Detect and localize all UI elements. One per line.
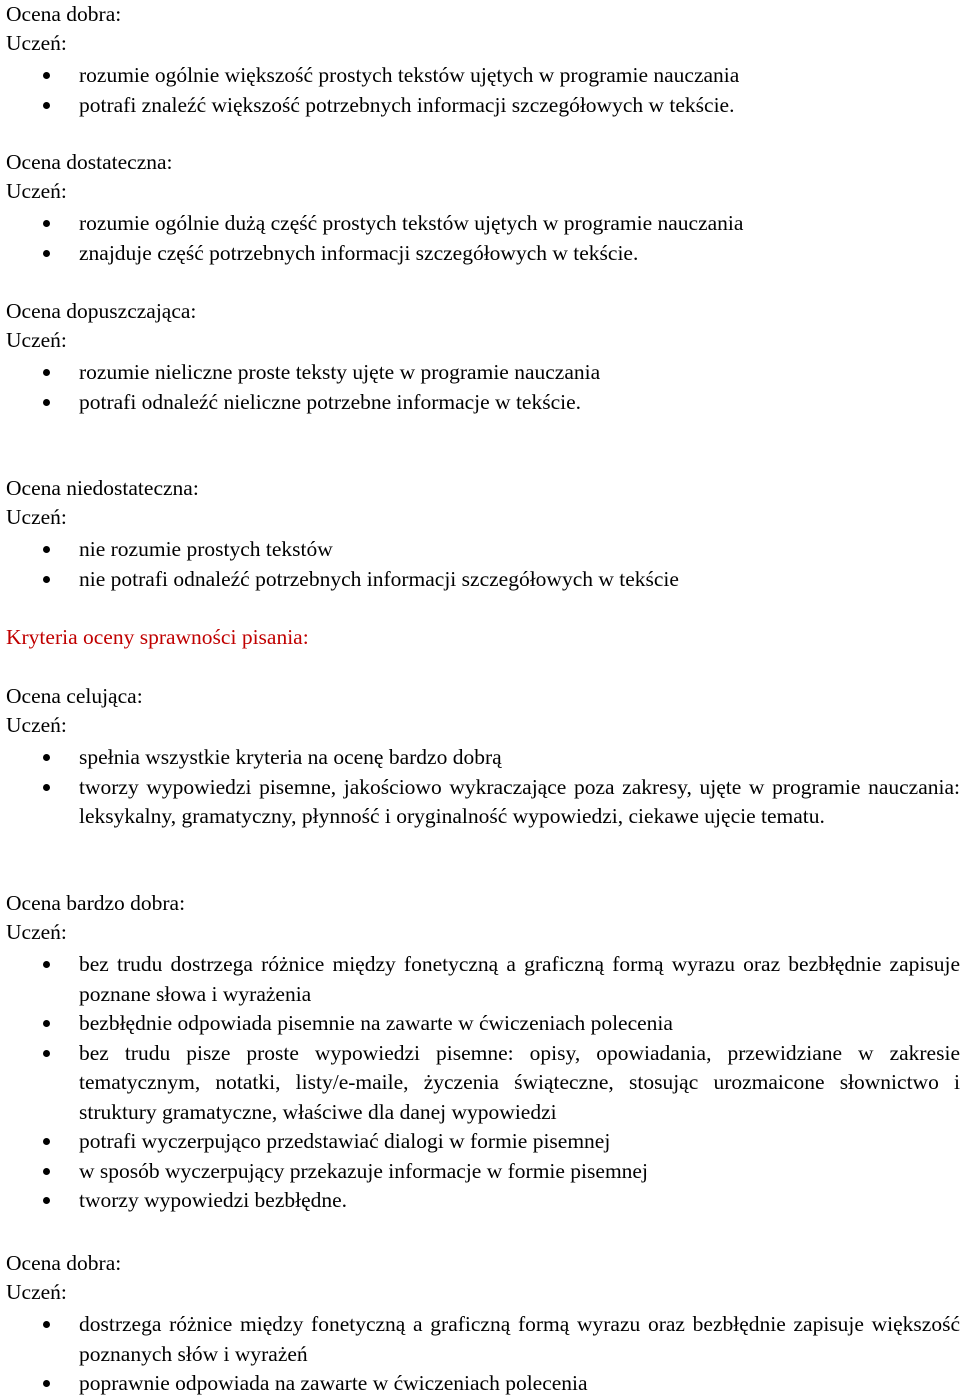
student-label: Uczeń:: [6, 31, 67, 55]
section-ocena-dobra-reading: [6, 0, 960, 120]
section-title-writing-criteria: Kryteria oceny sprawności pisania:: [6, 625, 309, 649]
student-label: Uczeń:: [6, 713, 67, 737]
grade-heading: Ocena celująca:: [6, 684, 143, 708]
list-item: poprawnie odpowiada na zawarte w ćwiczeniach polecenia: [6, 1369, 960, 1399]
criteria-list: [6, 950, 960, 1216]
student-label: Uczeń:: [6, 505, 67, 529]
student-label: Uczeń:: [6, 1280, 67, 1304]
section-ocena-dopuszczajaca: [6, 297, 960, 417]
list-item: w sposób wyczerpujący przekazuje informacje w formie pisemnej: [6, 1157, 960, 1187]
criteria-list: [6, 61, 960, 120]
list-item: rozumie ogólnie większość prostych tekstów ujętych w programie nauczania: [6, 61, 960, 91]
section-ocena-dobra-writing: [6, 1249, 960, 1399]
list-item: potrafi wyczerpująco przedstawiać dialogi w formie pisemnej: [6, 1127, 960, 1157]
grade-heading: Ocena dopuszczająca:: [6, 299, 197, 323]
grade-heading: Ocena dostateczna:: [6, 150, 173, 174]
list-item: nie rozumie prostych tekstów: [6, 535, 960, 565]
section-ocena-celujaca: [6, 682, 960, 832]
criteria-list: [6, 535, 960, 594]
criteria-list: [6, 358, 960, 417]
list-item: nie potrafi odnaleźć potrzebnych informacji szczegółowych w tekście: [6, 565, 960, 595]
student-label: Uczeń:: [6, 179, 67, 203]
list-item: bez trudu pisze proste wypowiedzi pisemne: opisy, opowiadania, przewidziane w zakresie tematycznym, notatki, listy/e-maile, życzenia świąteczne, stosując urozmaicone słownictwo i struktury gramatyczne, właściwe dla danej wypowiedzi: [6, 1039, 960, 1128]
list-item: tworzy wypowiedzi bezbłędne.: [6, 1186, 960, 1216]
list-item: spełnia wszystkie kryteria na ocenę bardzo dobrą: [6, 743, 960, 773]
list-item: bezbłędnie odpowiada pisemnie na zawarte w ćwiczeniach polecenia: [6, 1009, 960, 1039]
list-item: rozumie ogólnie dużą część prostych tekstów ujętych w programie nauczania: [6, 209, 960, 239]
list-item: tworzy wypowiedzi pisemne, jakościowo wykraczające poza zakresy, ujęte w programie nauczania: leksykalny, gramatyczny, płynność i oryginalność wypowiedzi, ciekawe ujęcie tematu.: [6, 773, 960, 832]
grade-heading: Ocena dobra:: [6, 2, 122, 26]
list-item: potrafi odnaleźć nieliczne potrzebne informacje w tekście.: [6, 388, 960, 418]
criteria-list: [6, 743, 960, 832]
list-item: potrafi znaleźć większość potrzebnych informacji szczegółowych w tekście.: [6, 91, 960, 121]
section-ocena-dostateczna: [6, 148, 960, 268]
student-label: Uczeń:: [6, 328, 67, 352]
grade-heading: Ocena dobra:: [6, 1251, 122, 1275]
student-label: Uczeń:: [6, 920, 67, 944]
list-item: bez trudu dostrzega różnice między fonetyczną a graficzną formą wyrazu oraz bezbłędnie zapisuje poznane słowa i wyrażenia: [6, 950, 960, 1009]
list-item: rozumie nieliczne proste teksty ujęte w programie nauczania: [6, 358, 960, 388]
section-ocena-niedostateczna: [6, 474, 960, 594]
criteria-list: [6, 209, 960, 268]
section-ocena-bardzo-dobra: [6, 889, 960, 1216]
grade-heading: Ocena niedostateczna:: [6, 476, 199, 500]
grade-heading: Ocena bardzo dobra:: [6, 891, 186, 915]
criteria-list: [6, 1310, 960, 1399]
list-item: znajduje część potrzebnych informacji szczegółowych w tekście.: [6, 239, 960, 269]
list-item: dostrzega różnice między fonetyczną a graficzną formą wyrazu oraz bezbłędnie zapisuje większość poznanych słów i wyrażeń: [6, 1310, 960, 1369]
